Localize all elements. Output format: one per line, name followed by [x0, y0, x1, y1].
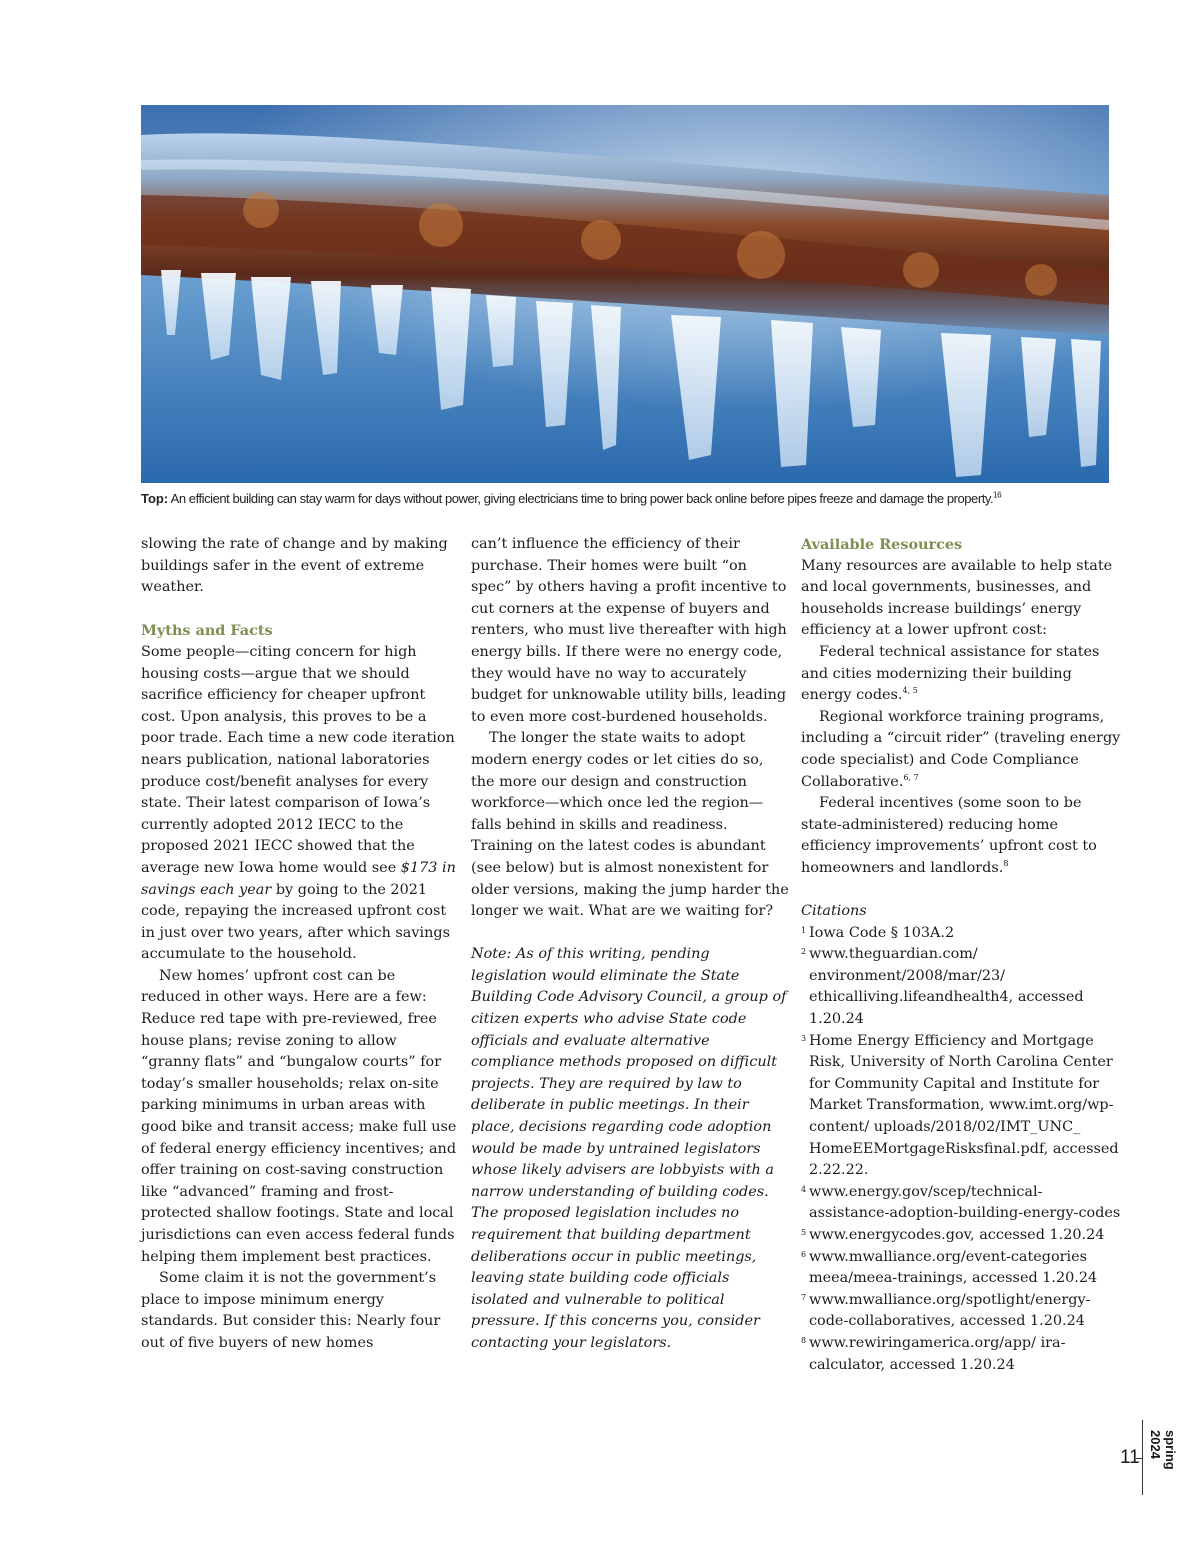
- resource-workforce-training: Regional workforce training programs, including a “circuit rider” (traveling energy code specialist) and Code Compliance Collaborative.$^{6, 7}$: [801, 708, 1121, 790]
- photo-caption: [141, 491, 1131, 506]
- paragraph-resources-intro: Many resources are available to help state and local governments, businesses, and households increase buildings’ energy efficiency at a lower upfront cost:: [801, 557, 1113, 639]
- caption-ref: 16: [993, 490, 1002, 500]
- column-1: [141, 534, 459, 1355]
- page-number: 11: [1120, 1447, 1140, 1468]
- citation-item: 2 www.theguardian.com/ environment/2008/mar/23/ ethicalliving.lifeandhealth4, accessed 1.20.24: [801, 946, 1084, 1028]
- column-3: [801, 534, 1121, 1376]
- citation-item: 8 www.rewiringamerica.org/app/ ira-calculator, accessed 1.20.24: [801, 1334, 1066, 1373]
- paragraph-government-role: Some claim it is not the government’s place to impose minimum energy standards. But consider this: Nearly four out of five buyers of new homes: [141, 1270, 441, 1351]
- paragraph-intro: slowing the rate of change and by making buildings safer in the event of extreme weather.: [141, 536, 448, 596]
- frozen-pipe-icicles-icon: [141, 105, 1109, 483]
- citation-item: 5 www.energycodes.gov, accessed 1.20.24: [801, 1227, 1105, 1243]
- savings-emphasis: $173 in savings each year: [141, 859, 456, 898]
- citation-item: 7 www.mwalliance.org/spotlight/energy-code-collaboratives, accessed 1.20.24: [801, 1291, 1091, 1330]
- resource-federal-incentives: Federal incentives (some soon to be state-administered) reducing home efficiency improvements’ upfront cost to homeowners and landlords.$^8$: [801, 795, 1097, 876]
- citation-item: 3 Home Energy Efficiency and Mortgage Risk, University of North Carolina Center for Community Capital and Institute for Market Transformation, www.imt.org/wp-content/ uploads/2018/02/IMT_UNC_ HomeEEMortgageRisksfinal.pdf, accessed 2.22.22.: [801, 1032, 1119, 1179]
- caption-label: Top:: [141, 491, 169, 506]
- paragraph-buyers: can’t influence the efficiency of their purchase. Their homes were built “on spec” by others having a profit incentive to cut corners at the expense of buyers and renters, who must live thereafter with high energy bills. If there were no energy code, they would have no way to accurately budget for unknowable utility bills, leading to even more cost-burdened households.: [471, 536, 787, 725]
- citations-title: Citations: [801, 903, 867, 920]
- paragraph-upfront-cost: New homes’ upfront cost can be reduced in other ways. Here are a few: Reduce red tape with pre-reviewed, free house plans; revise zoning to allow “granny flats” and “bungalow courts” for today’s smaller households; relax on-site parking minimums in urban areas with good bike and transit access; make full use of federal energy efficiency incentives; and offer training on cost-saving construction like “advanced” framing and frost-protected shallow footings. State and local jurisdictions can even access federal funds helping them implement best practices.: [141, 967, 457, 1265]
- heading-myths-and-facts: Myths and Facts: [141, 622, 273, 640]
- note-legislation: Note: As of this writing, pending legislation would eliminate the State Building Code Advisory Council, a group of citizen experts who advise State code officials and evaluate alternative compliance methods proposed on difficult projects. They are required by law to deliberate in public meetings. In their place, decisions regarding code adoption would be made by untrained legislators whose likely advisers are lobbyists with a narrow understanding of building codes.: [471, 946, 787, 1200]
- citation-item: 4 www.energy.gov/scep/technical-assistance-adoption-building-energy-codes: [801, 1183, 1121, 1222]
- paragraph-analysis: Some people—citing concern for high housing costs—argue that we should sacrifice efficiency for cheaper upfront cost. Upon analysis, this proves to be a poor trade. Each time a new code iteration nears publication, national laboratories produce cost/benefit analyses for every state. Their latest comparison of Iowa’s currently adopted 2012 IECC to the proposed 2021 IECC showed that the average new Iowa home would see $173 in savings each year by going to the 2021 code, repaying the increased upfront cost in just over two years, after which savings accumulate to the household.: [141, 643, 456, 963]
- caption-text: An efficient building can stay warm for days without power, giving electricians time to bring power back online before pipes freeze and damage the property.: [168, 491, 994, 506]
- citations-list: [801, 923, 1121, 1376]
- heading-available-resources: Available Resources: [801, 536, 963, 553]
- resource-technical-assistance: Federal technical assistance for states and cities modernizing their building energy codes.$^{4, 5}$: [801, 643, 1100, 704]
- note-public-meetings: The proposed legislation includes no requirement that building department deliberations occur in public meetings, leaving state building code officials isolated and vulnerable to political pressure. If this concerns you, consider contacting your legislators.: [471, 1205, 760, 1351]
- citation-item: 6 www.mwalliance.org/event-categories meea/meea-trainings, accessed 1.20.24: [801, 1248, 1098, 1287]
- citation-item: 1 Iowa Code § 103A.2: [801, 924, 955, 941]
- column-2: [471, 534, 789, 1355]
- paragraph-workforce: The longer the state waits to adopt modern energy codes or let cities do so, the more our design and construction workforce—which once led the region—falls behind in skills and readiness. Training on the latest codes is abundant (see below) but is almost nonexistent for older versions, making the jump harder the longer we wait. What are we waiting for?: [471, 730, 789, 920]
- issue-season: spring 2024: [1148, 1430, 1178, 1470]
- frozen-pipe-photo: [141, 105, 1109, 483]
